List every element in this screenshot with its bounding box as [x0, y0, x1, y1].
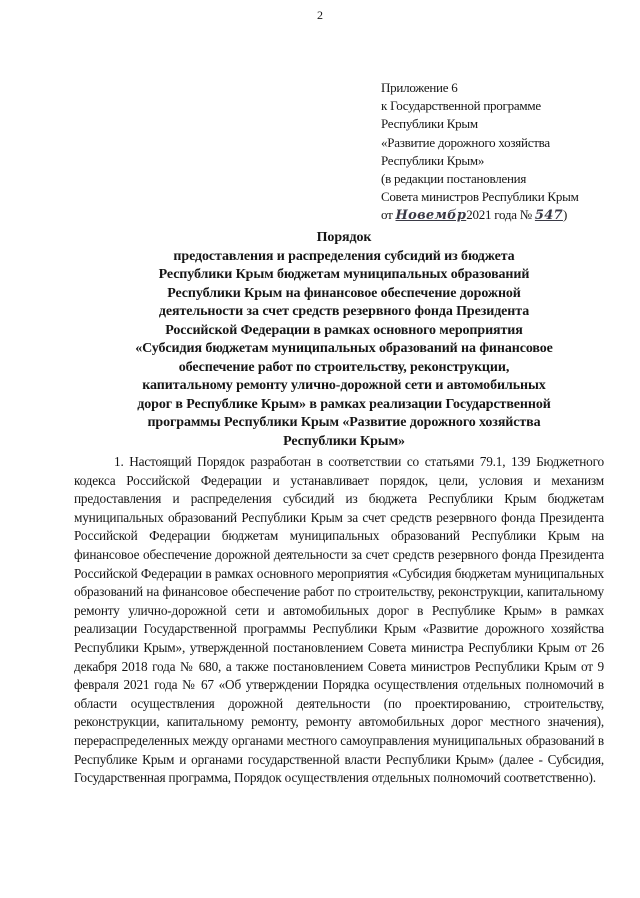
title-line: капитальному ремонту улично-дорожной сети и автомобильных [142, 378, 546, 393]
appendix-line: к Государственной программе [381, 98, 541, 114]
document-title [84, 229, 604, 451]
date-suffix: ) [562, 207, 568, 223]
appendix-block [381, 79, 621, 226]
title-line: обеспечение работ по строительству, реконструкции, [178, 359, 510, 375]
appendix-line: Приложение 6 [381, 80, 458, 95]
title-line: Порядок [316, 230, 372, 245]
title-line: Российской Федерации в рамках основного мероприятия [165, 322, 523, 338]
date-middle: 2021 года № [466, 207, 532, 223]
title-line: программы Республики Крым «Развитие дорожного хозяйства [147, 415, 541, 430]
appendix-line: «Развитие дорожного хозяйства [381, 134, 550, 150]
appendix-line: Совета министров Республики Крым [381, 189, 579, 205]
handwritten-date: Новембр [395, 208, 467, 224]
appendix-line: Республики Крым» [381, 152, 485, 168]
appendix-line: (в редакции постановления [381, 171, 527, 187]
title-line: предоставления и распределения субсидий из бюджета [173, 248, 515, 264]
appendix-date-line [381, 206, 621, 225]
appendix-line: Республики Крым [381, 116, 478, 132]
paragraph-1: 1. Настоящий Порядок разработан в соответствии со статьями 79.1, 139 Бюджетного кодекса Российской Федерации и устанавливает порядок, цели, условия и механизм предоставления и распределения субсидий из бюджета Республики Крым бюджетам муниципальных образований Республики Крым за счет средств резервного фонда Президента Российской Федерации бюджетам муниципальных образований Республики Крым на финансовое обеспечение дорожной деятельности за счет средств резервного фонда Президента Российской Федерации в рамках основного мероприятия «Субсидия бюджетам муниципальных образований на финансовое обеспечение работ по строительству, реконструкции, капитальному ремонту улично-дорожной сети и автомобильных дорог в Республике Крым» в рамках реализации Государственной программы Республики Крым «Развитие дорожного хозяйства Республики Крым», утвержденной постановлением Совета министра Республики Крым от 26 декабря 2018 года № 680, а также постановлением Совета министров Республики Крым от 9 февраля 2021 года № 67 «Об утверждении Порядка осуществления отдельных полномочий в области осуществления дорожной деятельности (по проектированию, строительству, реконструкции, капитальному ремонту, ремонту автомобильных дорог местного значения), перераспределенных между органами местного самоуправления муниципальных образований в Республике Крым и органами государственной власти Республики Крым» (далее - Субсидия, Государственная программа, Порядок осуществления отдельных полномочий соответственно). [74, 454, 604, 786]
page-number: 2 [317, 8, 323, 22]
title-line: Республики Крым на финансовое обеспечение дорожной [167, 285, 521, 301]
title-line: «Субсидия бюджетам муниципальных образований на финансовое [135, 341, 553, 356]
title-line: деятельности за счет средств резервного фонда Президента [158, 304, 530, 319]
handwritten-number: 547 [534, 208, 563, 224]
title-line: Республики Крым» [283, 433, 405, 449]
date-prefix: от [381, 207, 393, 223]
title-line: Республики Крым бюджетам муниципальных образований [158, 267, 530, 282]
title-line: дорог в Республике Крым» в рамках реализации Государственной [137, 396, 551, 412]
